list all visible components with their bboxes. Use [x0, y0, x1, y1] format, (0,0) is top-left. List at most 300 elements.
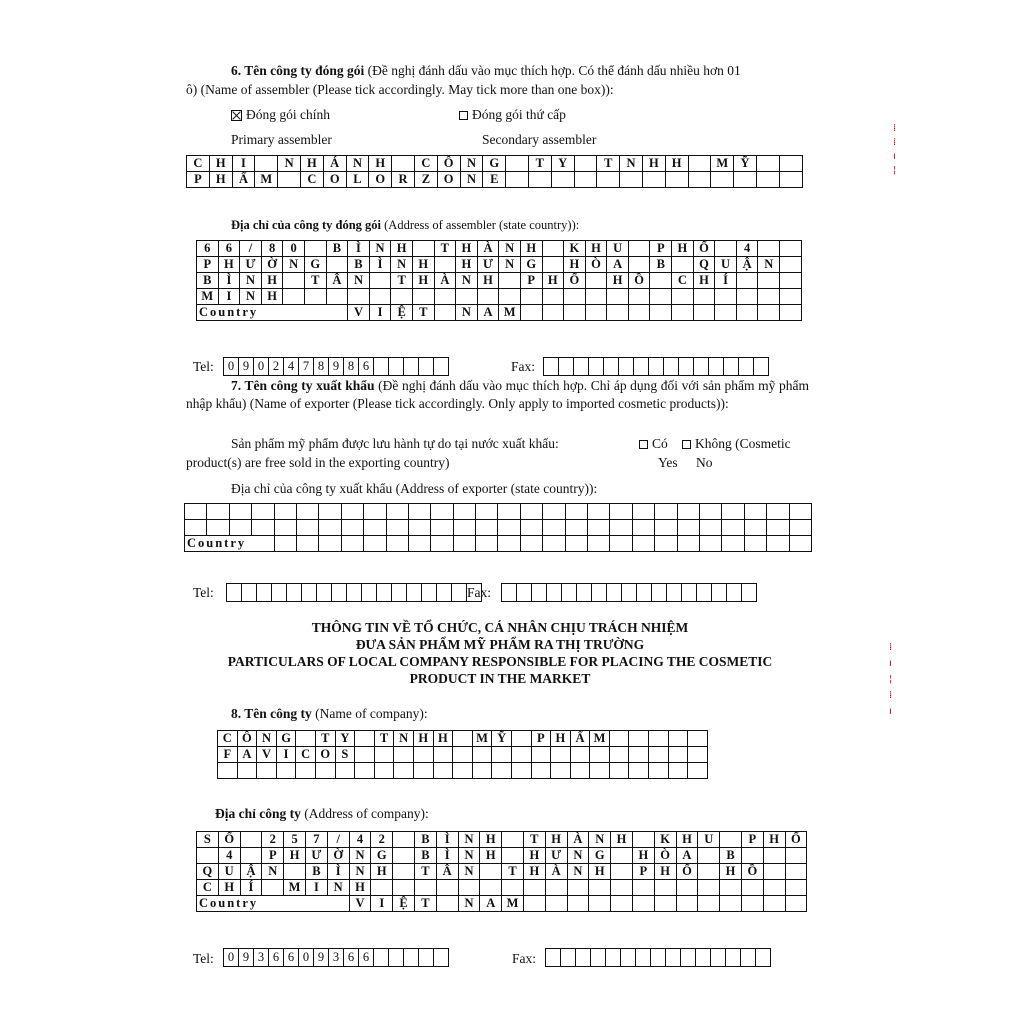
grid-cell[interactable]: Â: [436, 864, 458, 880]
grid-cell[interactable]: [629, 763, 649, 779]
grid-cell[interactable]: [284, 864, 306, 880]
grid-cell[interactable]: [632, 880, 654, 896]
country-cell[interactable]: [364, 536, 386, 552]
grid-cell[interactable]: [628, 257, 650, 273]
grid-cell[interactable]: [531, 747, 551, 763]
digit-box[interactable]: 9: [328, 357, 344, 376]
grid-cell[interactable]: N: [391, 257, 413, 273]
grid-cell[interactable]: P: [531, 731, 551, 747]
grid-cell[interactable]: [393, 880, 415, 896]
grid-cell[interactable]: [257, 763, 277, 779]
grid-cell[interactable]: [319, 504, 341, 520]
digit-box[interactable]: [590, 948, 606, 967]
country-cell[interactable]: [453, 536, 475, 552]
grid-cell[interactable]: N: [567, 848, 589, 864]
country-cell[interactable]: T: [412, 305, 434, 321]
grid-cell[interactable]: [567, 880, 589, 896]
grid-cell[interactable]: G: [276, 731, 296, 747]
grid-cell[interactable]: [520, 520, 542, 536]
grid-cell[interactable]: [655, 520, 677, 536]
digit-box[interactable]: 3: [328, 948, 344, 967]
grid-cell[interactable]: P: [741, 832, 763, 848]
grid-cell[interactable]: 8: [261, 241, 283, 257]
country-cell[interactable]: [720, 896, 742, 912]
checkbox-icon[interactable]: [682, 440, 691, 449]
grid-cell[interactable]: [436, 880, 458, 896]
country-cell[interactable]: [628, 305, 650, 321]
grid-cell[interactable]: T: [304, 273, 326, 289]
grid-cell[interactable]: C: [197, 880, 219, 896]
grid-cell[interactable]: [369, 289, 391, 305]
digit-box[interactable]: [591, 583, 607, 602]
exporter-address-grid[interactable]: [184, 503, 812, 552]
grid-cell[interactable]: [590, 763, 610, 779]
grid-cell[interactable]: H: [218, 257, 240, 273]
grid-cell[interactable]: N: [262, 864, 284, 880]
country-cell[interactable]: [565, 536, 587, 552]
country-cell[interactable]: M: [502, 896, 524, 912]
grid-cell[interactable]: [736, 289, 758, 305]
digit-box[interactable]: [741, 583, 757, 602]
digit-box[interactable]: [696, 583, 712, 602]
grid-cell[interactable]: [715, 289, 737, 305]
digit-box[interactable]: [633, 357, 649, 376]
grid-cell[interactable]: U: [715, 257, 737, 273]
grid-cell[interactable]: [319, 520, 341, 536]
grid-cell[interactable]: [283, 273, 305, 289]
grid-cell[interactable]: C: [187, 156, 210, 172]
country-cell[interactable]: N: [456, 305, 478, 321]
grid-cell[interactable]: [431, 520, 453, 536]
grid-cell[interactable]: T: [597, 156, 620, 172]
digit-box[interactable]: [650, 948, 666, 967]
grid-cell[interactable]: N: [327, 880, 349, 896]
country-cell[interactable]: [698, 896, 720, 912]
grid-cell[interactable]: [315, 763, 335, 779]
digit-box[interactable]: [361, 583, 377, 602]
digit-box[interactable]: 6: [283, 948, 299, 967]
country-cell[interactable]: A: [477, 305, 499, 321]
grid-cell[interactable]: [763, 848, 785, 864]
checkbox-icon[interactable]: [639, 440, 648, 449]
grid-cell[interactable]: [551, 763, 571, 779]
grid-cell[interactable]: [502, 832, 524, 848]
grid-cell[interactable]: I: [305, 880, 327, 896]
grid-cell[interactable]: Ố: [693, 241, 715, 257]
country-cell[interactable]: [296, 536, 318, 552]
company-address-grid[interactable]: [196, 831, 807, 912]
grid-cell[interactable]: T: [502, 864, 524, 880]
grid-cell[interactable]: [207, 520, 229, 536]
digit-box[interactable]: [678, 357, 694, 376]
grid-cell[interactable]: [453, 763, 473, 779]
digit-box[interactable]: [710, 948, 726, 967]
digit-box[interactable]: [753, 357, 769, 376]
grid-cell[interactable]: [511, 731, 531, 747]
grid-cell[interactable]: [551, 747, 571, 763]
grid-cell[interactable]: [629, 731, 649, 747]
country-cell[interactable]: [767, 536, 789, 552]
grid-cell[interactable]: B: [326, 241, 348, 257]
grid-cell[interactable]: [780, 257, 802, 273]
digit-box[interactable]: 3: [253, 948, 269, 967]
grid-cell[interactable]: H: [607, 273, 629, 289]
grid-cell[interactable]: [570, 747, 590, 763]
grid-cell[interactable]: [789, 520, 811, 536]
grid-cell[interactable]: Í: [240, 880, 262, 896]
grid-cell[interactable]: Ỹ: [492, 731, 512, 747]
grid-cell[interactable]: [688, 156, 711, 172]
grid-cell[interactable]: [341, 504, 363, 520]
grid-cell[interactable]: [565, 520, 587, 536]
grid-cell[interactable]: [394, 747, 414, 763]
grid-cell[interactable]: Ư: [305, 848, 327, 864]
grid-cell[interactable]: [283, 289, 305, 305]
grid-cell[interactable]: M: [711, 156, 734, 172]
grid-cell[interactable]: B: [348, 257, 370, 273]
grid-cell[interactable]: [758, 289, 780, 305]
grid-cell[interactable]: H: [412, 257, 434, 273]
secondary-assembler-option[interactable]: [459, 107, 566, 123]
grid-cell[interactable]: [237, 763, 257, 779]
grid-cell[interactable]: O: [323, 172, 346, 188]
grid-cell[interactable]: [763, 864, 785, 880]
grid-cell[interactable]: 6: [218, 241, 240, 257]
digit-box[interactable]: [406, 583, 422, 602]
grid-cell[interactable]: [255, 156, 278, 172]
grid-cell[interactable]: N: [346, 156, 369, 172]
grid-cell[interactable]: [722, 504, 744, 520]
grid-cell[interactable]: Ồ: [741, 864, 763, 880]
grid-cell[interactable]: H: [369, 156, 392, 172]
grid-cell[interactable]: C: [218, 731, 238, 747]
country-cell[interactable]: [274, 536, 296, 552]
grid-cell[interactable]: [588, 520, 610, 536]
grid-cell[interactable]: [326, 257, 348, 273]
grid-cell[interactable]: M: [284, 880, 306, 896]
country-cell[interactable]: [542, 305, 564, 321]
digit-box[interactable]: 6: [358, 357, 374, 376]
digit-box[interactable]: [620, 948, 636, 967]
grid-cell[interactable]: [758, 241, 780, 257]
grid-cell[interactable]: [589, 880, 611, 896]
grid-cell[interactable]: N: [394, 731, 414, 747]
grid-cell[interactable]: Ồ: [628, 273, 650, 289]
grid-cell[interactable]: [304, 241, 326, 257]
grid-cell[interactable]: [789, 504, 811, 520]
grid-cell[interactable]: 4: [349, 832, 371, 848]
assembler-tel-boxes[interactable]: [223, 357, 449, 376]
grid-cell[interactable]: B: [650, 257, 672, 273]
digit-box[interactable]: 6: [358, 948, 374, 967]
grid-cell[interactable]: [412, 289, 434, 305]
digit-box[interactable]: 0: [223, 357, 239, 376]
digit-box[interactable]: [740, 948, 756, 967]
grid-cell[interactable]: H: [523, 864, 545, 880]
grid-cell[interactable]: H: [480, 848, 502, 864]
grid-cell[interactable]: [698, 864, 720, 880]
grid-cell[interactable]: [565, 504, 587, 520]
grid-cell[interactable]: [453, 731, 473, 747]
grid-cell[interactable]: H: [261, 273, 283, 289]
grid-cell[interactable]: H: [433, 731, 453, 747]
country-cell[interactable]: T: [414, 896, 436, 912]
grid-cell[interactable]: U: [698, 832, 720, 848]
country-cell[interactable]: [498, 536, 520, 552]
grid-cell[interactable]: [585, 273, 607, 289]
grid-cell[interactable]: S: [335, 747, 355, 763]
country-cell[interactable]: [650, 305, 672, 321]
grid-cell[interactable]: [296, 763, 316, 779]
grid-cell[interactable]: [693, 289, 715, 305]
grid-cell[interactable]: B: [197, 273, 219, 289]
grid-cell[interactable]: [688, 172, 711, 188]
digit-box[interactable]: 0: [223, 948, 239, 967]
grid-cell[interactable]: N: [456, 273, 478, 289]
grid-cell[interactable]: G: [304, 257, 326, 273]
grid-cell[interactable]: H: [589, 864, 611, 880]
grid-cell[interactable]: [364, 504, 386, 520]
grid-cell[interactable]: U: [607, 241, 629, 257]
grid-cell[interactable]: /: [240, 241, 262, 257]
digit-box[interactable]: [666, 583, 682, 602]
assembler-fax-boxes[interactable]: [543, 357, 769, 376]
country-cell[interactable]: [543, 536, 565, 552]
grid-cell[interactable]: [393, 848, 415, 864]
digit-box[interactable]: [708, 357, 724, 376]
assembler-address-grid[interactable]: [196, 240, 802, 321]
grid-cell[interactable]: [480, 880, 502, 896]
grid-cell[interactable]: [394, 763, 414, 779]
country-cell[interactable]: [672, 305, 694, 321]
grid-cell[interactable]: [296, 731, 316, 747]
grid-cell[interactable]: Ì: [327, 864, 349, 880]
grid-cell[interactable]: [374, 747, 394, 763]
grid-cell[interactable]: À: [545, 864, 567, 880]
grid-cell[interactable]: G: [589, 848, 611, 864]
checked-box-icon[interactable]: [231, 110, 242, 121]
grid-cell[interactable]: À: [567, 832, 589, 848]
grid-cell[interactable]: [574, 172, 597, 188]
grid-cell[interactable]: [628, 289, 650, 305]
grid-cell[interactable]: M: [255, 172, 278, 188]
grid-cell[interactable]: H: [413, 731, 433, 747]
grid-cell[interactable]: [433, 763, 453, 779]
grid-cell[interactable]: H: [391, 241, 413, 257]
grid-cell[interactable]: M: [590, 731, 610, 747]
digit-box[interactable]: [695, 948, 711, 967]
digit-box[interactable]: [635, 948, 651, 967]
grid-cell[interactable]: H: [412, 273, 434, 289]
grid-cell[interactable]: [780, 273, 802, 289]
grid-cell[interactable]: P: [632, 864, 654, 880]
grid-cell[interactable]: F: [218, 747, 238, 763]
grid-cell[interactable]: C: [672, 273, 694, 289]
grid-cell[interactable]: [688, 747, 708, 763]
grid-cell[interactable]: H: [720, 864, 742, 880]
country-cell[interactable]: [654, 896, 676, 912]
assembler-name-grid[interactable]: [186, 155, 803, 188]
grid-cell[interactable]: [780, 289, 802, 305]
grid-cell[interactable]: N: [240, 273, 262, 289]
grid-cell[interactable]: N: [589, 832, 611, 848]
country-cell[interactable]: I: [369, 305, 391, 321]
digit-box[interactable]: [418, 357, 434, 376]
grid-cell[interactable]: Q: [197, 864, 219, 880]
grid-cell[interactable]: H: [632, 848, 654, 864]
grid-cell[interactable]: H: [693, 273, 715, 289]
grid-cell[interactable]: [611, 880, 633, 896]
grid-cell[interactable]: C: [296, 747, 316, 763]
grid-cell[interactable]: [607, 289, 629, 305]
digit-box[interactable]: [301, 583, 317, 602]
grid-cell[interactable]: [498, 520, 520, 536]
grid-cell[interactable]: [477, 289, 499, 305]
grid-cell[interactable]: H: [456, 257, 478, 273]
grid-cell[interactable]: [408, 520, 430, 536]
digit-box[interactable]: 8: [313, 357, 329, 376]
grid-cell[interactable]: [785, 880, 807, 896]
grid-cell[interactable]: [720, 832, 742, 848]
digit-box[interactable]: [606, 583, 622, 602]
grid-cell[interactable]: N: [499, 257, 521, 273]
grid-cell[interactable]: Ư: [477, 257, 499, 273]
grid-cell[interactable]: Ì: [218, 273, 240, 289]
grid-cell[interactable]: [240, 848, 262, 864]
grid-cell[interactable]: [355, 731, 375, 747]
digit-box[interactable]: [391, 583, 407, 602]
grid-cell[interactable]: [229, 504, 251, 520]
grid-cell[interactable]: Â: [326, 273, 348, 289]
grid-cell[interactable]: [492, 763, 512, 779]
digit-box[interactable]: [648, 357, 664, 376]
grid-cell[interactable]: P: [187, 172, 210, 188]
grid-cell[interactable]: [629, 747, 649, 763]
grid-cell[interactable]: T: [414, 864, 436, 880]
grid-cell[interactable]: R: [392, 172, 415, 188]
grid-cell[interactable]: [476, 504, 498, 520]
grid-cell[interactable]: H: [371, 864, 393, 880]
country-cell[interactable]: [545, 896, 567, 912]
digit-box[interactable]: [403, 357, 419, 376]
grid-cell[interactable]: Ô: [437, 156, 460, 172]
digit-box[interactable]: [588, 357, 604, 376]
digit-box[interactable]: 9: [238, 948, 254, 967]
grid-cell[interactable]: H: [665, 156, 688, 172]
digit-box[interactable]: [725, 948, 741, 967]
company-fax-boxes[interactable]: [545, 948, 771, 967]
grid-cell[interactable]: H: [672, 241, 694, 257]
grid-cell[interactable]: [665, 172, 688, 188]
grid-cell[interactable]: [386, 520, 408, 536]
digit-box[interactable]: [726, 583, 742, 602]
grid-cell[interactable]: Ò: [585, 257, 607, 273]
grid-cell[interactable]: H: [209, 156, 232, 172]
grid-cell[interactable]: [391, 289, 413, 305]
grid-cell[interactable]: N: [349, 864, 371, 880]
free-sold-yes-option[interactable]: [639, 436, 668, 452]
grid-cell[interactable]: H: [585, 241, 607, 257]
grid-cell[interactable]: [677, 504, 699, 520]
grid-cell[interactable]: [763, 880, 785, 896]
grid-cell[interactable]: [611, 864, 633, 880]
country-cell[interactable]: [585, 305, 607, 321]
digit-box[interactable]: [576, 583, 592, 602]
grid-cell[interactable]: [502, 848, 524, 864]
grid-cell[interactable]: H: [551, 731, 571, 747]
grid-cell[interactable]: N: [567, 864, 589, 880]
grid-cell[interactable]: [523, 880, 545, 896]
digit-box[interactable]: [226, 583, 242, 602]
grid-cell[interactable]: H: [611, 832, 633, 848]
grid-cell[interactable]: [654, 880, 676, 896]
grid-cell[interactable]: [355, 763, 375, 779]
grid-cell[interactable]: [756, 172, 779, 188]
grid-cell[interactable]: [434, 257, 456, 273]
grid-cell[interactable]: [590, 747, 610, 763]
grid-cell[interactable]: [688, 731, 708, 747]
grid-cell[interactable]: Y: [551, 156, 574, 172]
digit-box[interactable]: [421, 583, 437, 602]
grid-cell[interactable]: [392, 156, 415, 172]
grid-cell[interactable]: K: [564, 241, 586, 257]
grid-cell[interactable]: [543, 504, 565, 520]
grid-cell[interactable]: [252, 520, 274, 536]
country-cell[interactable]: [564, 305, 586, 321]
digit-box[interactable]: [433, 948, 449, 967]
grid-cell[interactable]: [668, 747, 688, 763]
grid-cell[interactable]: [458, 880, 480, 896]
grid-cell[interactable]: 4: [736, 241, 758, 257]
grid-cell[interactable]: [453, 504, 475, 520]
grid-cell[interactable]: [341, 520, 363, 536]
grid-cell[interactable]: [543, 520, 565, 536]
grid-cell[interactable]: [668, 731, 688, 747]
country-cell[interactable]: [632, 536, 654, 552]
grid-cell[interactable]: [296, 520, 318, 536]
digit-box[interactable]: [451, 583, 467, 602]
grid-cell[interactable]: [642, 172, 665, 188]
grid-cell[interactable]: [431, 504, 453, 520]
grid-cell[interactable]: O: [315, 747, 335, 763]
grid-cell[interactable]: A: [237, 747, 257, 763]
grid-cell[interactable]: [588, 504, 610, 520]
grid-cell[interactable]: [304, 289, 326, 305]
digit-box[interactable]: 9: [238, 357, 254, 376]
grid-cell[interactable]: [413, 763, 433, 779]
digit-box[interactable]: [755, 948, 771, 967]
primary-assembler-option[interactable]: [231, 107, 330, 123]
grid-cell[interactable]: U: [218, 864, 240, 880]
country-cell[interactable]: [677, 536, 699, 552]
digit-box[interactable]: [651, 583, 667, 602]
country-cell[interactable]: [722, 536, 744, 552]
digit-box[interactable]: [618, 357, 634, 376]
digit-box[interactable]: 0: [298, 948, 314, 967]
grid-cell[interactable]: [744, 520, 766, 536]
grid-cell[interactable]: [756, 156, 779, 172]
grid-cell[interactable]: À: [434, 273, 456, 289]
grid-cell[interactable]: H: [654, 864, 676, 880]
grid-cell[interactable]: H: [542, 273, 564, 289]
grid-cell[interactable]: B: [414, 832, 436, 848]
grid-cell[interactable]: N: [458, 864, 480, 880]
country-cell[interactable]: N: [458, 896, 480, 912]
grid-cell[interactable]: [711, 172, 734, 188]
grid-cell[interactable]: P: [197, 257, 219, 273]
digit-box[interactable]: [376, 583, 392, 602]
grid-cell[interactable]: T: [374, 731, 394, 747]
